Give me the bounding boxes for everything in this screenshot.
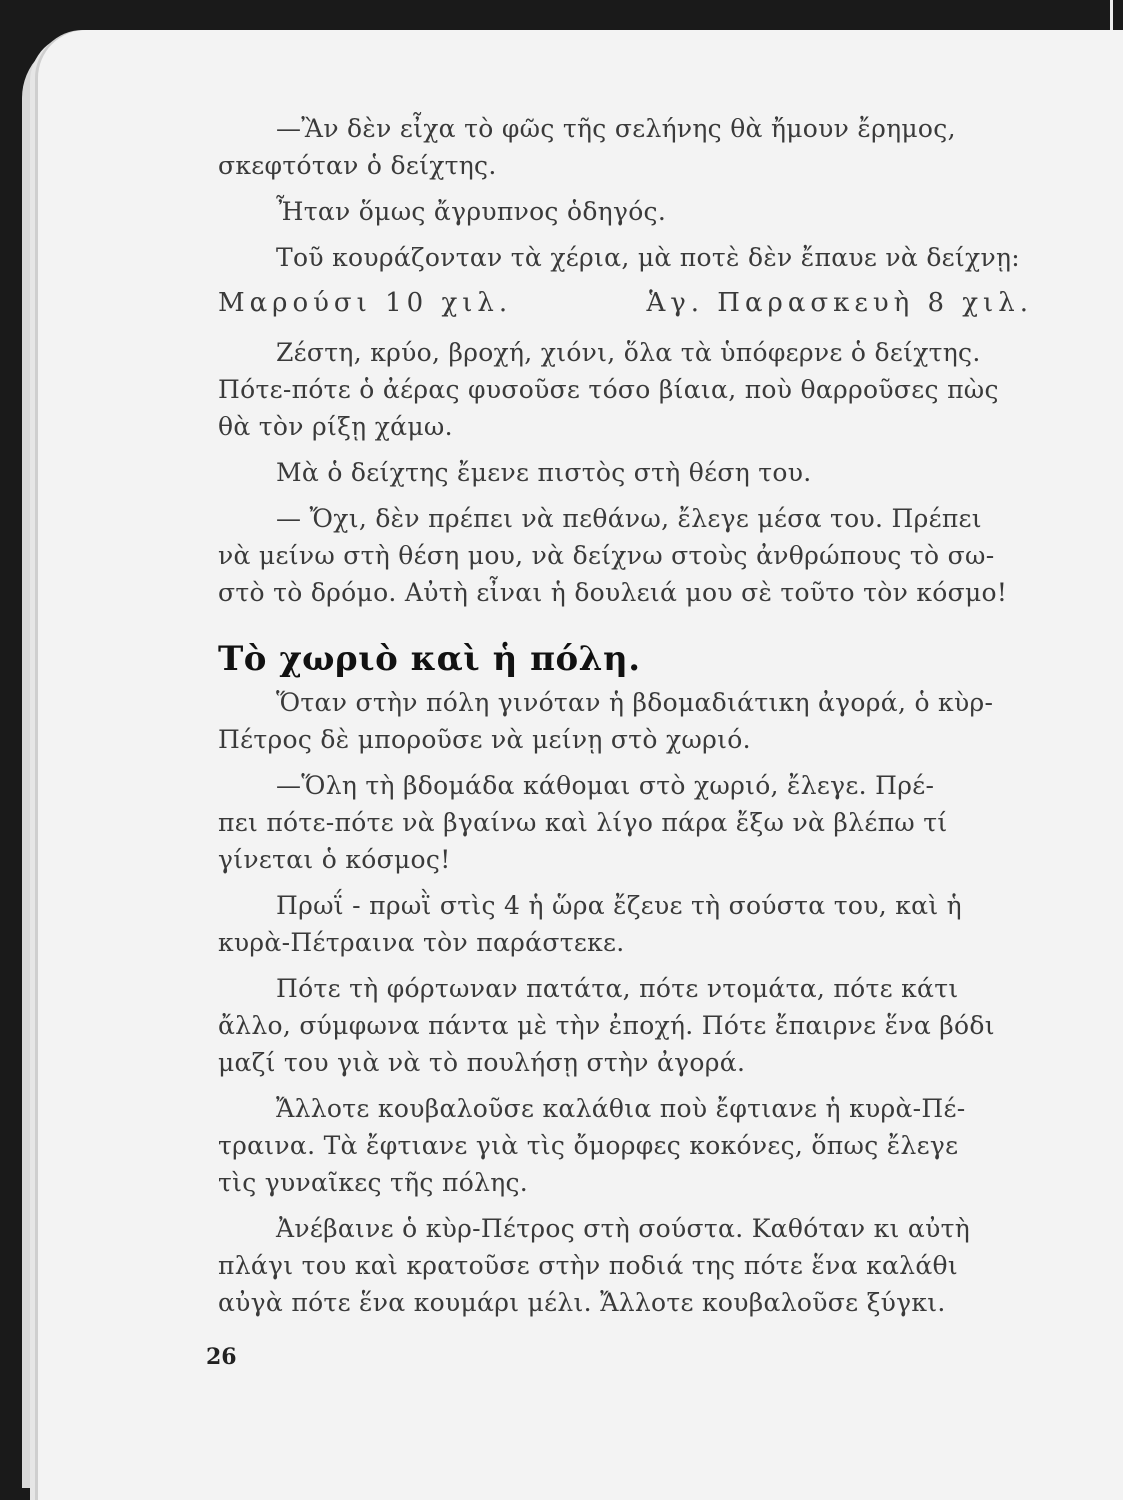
distance-right: Ἁγ. Παρασκευὴ 8 χιλ. xyxy=(646,288,1033,318)
paragraph-p12 xyxy=(218,1210,1033,1321)
section-heading: Τὸ χωριὸ καὶ ἡ πόλη. xyxy=(218,639,641,679)
paragraph-p5 xyxy=(218,454,1033,491)
text-line: Ἦταν ὅμως ἄγρυπνος ὁδηγός. xyxy=(276,197,667,226)
paragraph-p1 xyxy=(218,110,1033,184)
paragraph-p9 xyxy=(218,887,1033,961)
page-number: 26 xyxy=(206,1344,237,1370)
text-line: ἄλλο, σύμφωνα πάντα μὲ τὴν ἐποχή. Πότε ἔπαιρνε ἕνα βόδι xyxy=(218,1011,995,1040)
text-line: Ἀνέβαινε ὁ κὺρ-Πέτρος στὴ σούστα. Καθόταν κι αὐτὴ xyxy=(276,1214,970,1243)
text-line: Μὰ ὁ δείχτης ἔμενε πιστὸς στὴ θέση του. xyxy=(276,458,812,487)
text-line: στὸ τὸ δρόμο. Αὐτὴ εἶναι ἡ δουλειά μου σὲ τοῦτο τὸν κόσμο! xyxy=(218,578,1008,607)
distance-sign xyxy=(218,285,1033,322)
text-line: κυρὰ-Πέτραινα τὸν παράστεκε. xyxy=(218,928,625,957)
text-line: τραινα. Τὰ ἔφτιανε γιὰ τὶς ὄμορφες κοκόνες, ὅπως ἔλεγε xyxy=(218,1131,959,1160)
paragraph-p2 xyxy=(218,193,1033,230)
text-line: νὰ μείνω στὴ θέση μου, νὰ δείχνω στοὺς ἀνθρώπους τὸ σω- xyxy=(218,541,995,570)
text-line: —Ὅλη τὴ βδομάδα κάθομαι στὸ χωριό, ἔλεγε. Πρέ- xyxy=(276,771,935,800)
middle-paragraphs xyxy=(218,334,1033,611)
text-line: —Ἂν δὲν εἶχα τὸ φῶς τῆς σελήνης θὰ ἤμουν ἔρημος, xyxy=(276,114,956,143)
text-line: — Ὄχι, δὲν πρέπει νὰ πεθάνω, ἔλεγε μέσα του. Πρέπει xyxy=(276,504,982,533)
text-line: πει πότε-πότε νὰ βγαίνω καὶ λίγο πάρα ἔξω νὰ βλέπω τί xyxy=(218,808,948,837)
page-text xyxy=(218,110,1033,1330)
text-line: Ζέστη, κρύο, βροχή, χιόνι, ὅλα τὰ ὑπόφερνε ὁ δείχτης. xyxy=(276,338,981,367)
paragraph-p7 xyxy=(218,684,1033,758)
text-line: Πότε τὴ φόρτωναν πατάτα, πότε ντομάτα, πότε κάτι xyxy=(276,974,959,1003)
text-line: Πότε-πότε ὁ ἀέρας φυσοῦσε τόσο βίαια, ποὺ θαρροῦσες πὼς xyxy=(218,375,999,404)
text-line: μαζί του γιὰ νὰ τὸ πουλήσῃ στὴν ἀγορά. xyxy=(218,1048,746,1077)
text-line: Ὅταν στὴν πόλη γινόταν ἡ βδομαδιάτικη ἀγορά, ὁ κὺρ- xyxy=(276,688,994,717)
distance-left: Μαρούσι 10 χιλ. xyxy=(218,288,513,318)
paragraph-p10 xyxy=(218,970,1033,1081)
bottom-paragraphs xyxy=(218,684,1033,1321)
paragraph-p4 xyxy=(218,334,1033,445)
paragraph-p3 xyxy=(218,239,1033,276)
text-line: γίνεται ὁ κόσμος! xyxy=(218,845,451,874)
text-line: σκεφτόταν ὁ δείχτης. xyxy=(218,151,497,180)
text-line: Τοῦ κουράζονταν τὰ χέρια, μὰ ποτὲ δὲν ἔπαυε νὰ δείχνῃ: xyxy=(276,243,1020,272)
text-line: θὰ τὸν ρίξῃ χάμω. xyxy=(218,412,453,441)
text-line: αὐγὰ πότε ἕνα κουμάρι μέλι. Ἄλλοτε κουβαλοῦσε ξύγκι. xyxy=(218,1288,946,1317)
top-paragraphs xyxy=(218,110,1033,276)
text-line: Ἄλλοτε κουβαλοῦσε καλάθια ποὺ ἔφτιανε ἡ κυρὰ-Πέ- xyxy=(276,1094,966,1123)
paragraph-p6 xyxy=(218,500,1033,611)
text-line: Πρωΐ - πρωῒ στὶς 4 ἡ ὥρα ἔζευε τὴ σούστα του, καὶ ἡ xyxy=(276,891,962,920)
scan-corner-mark xyxy=(1094,0,1113,30)
paragraph-p11 xyxy=(218,1090,1033,1201)
paragraph-p8 xyxy=(218,767,1033,878)
text-line: τὶς γυναῖκες τῆς πόλης. xyxy=(218,1168,529,1197)
text-line: πλάγι του καὶ κρατοῦσε στὴν ποδιά της πότε ἕνα καλάθι xyxy=(218,1251,958,1280)
text-line: Πέτρος δὲ μποροῦσε νὰ μείνῃ στὸ χωριό. xyxy=(218,725,751,754)
